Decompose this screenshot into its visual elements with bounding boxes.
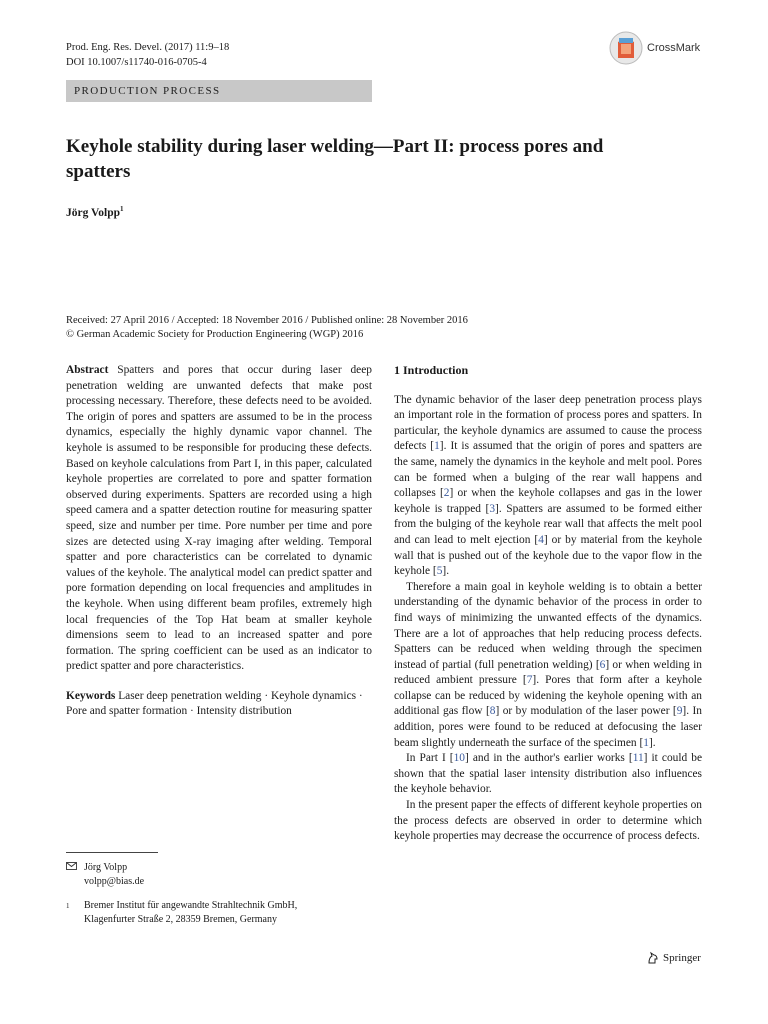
crossmark-icon [609,31,643,65]
text-run: ] or when welding in reduced ambient pressure [ [394,658,702,687]
intro-paragraph-3 [394,751,702,798]
abstract-paragraph [66,363,372,675]
publication-dates [66,314,468,342]
text-run: ]. [648,736,656,749]
author-line [66,205,124,219]
journal-info [66,40,229,70]
text-run: ] or by material from the keyhole wall that is pushed out of the keyhole due to the vapor flow in the keyhole [ [394,533,702,578]
crossmark-label: CrossMark [647,42,701,54]
author-name[interactable]: Jörg Volpp [66,206,121,219]
citation-link[interactable]: 7 [526,674,533,687]
text-run: ] and in the author's earlier works [ [464,752,633,765]
text-run: The dynamic behavior of the laser deep penetration process plays an important role in the formation of process pores and spatters. In particular, the keyhole dynamics are assumed to cause the process defects [ [394,393,702,453]
correspondence [66,861,144,889]
crossmark-badge[interactable] [609,31,700,65]
citation-link[interactable]: 5 [436,565,443,578]
text-run: In Part I [ [406,752,454,765]
affiliation-line-2: Klagenfurter Straße 2, 28359 Bremen, Germany [84,914,277,925]
abstract-text: Spatters and pores that occur during laser deep penetration welding are unwanted defects that make post processing necessary. Therefore, these defects need to be avoided. The origin of pores and spatters are assumed to be in the process dynamics, especially the highly dynamic vapor channel. The keyhole is assumed to be responsible for producing these defects. Based on keyhole calculations from Part I, in this paper, calculated keyhole properties are correlated to pore and spatter formation observed during experiments. Spatters are recorded using a high speed camera and a spatter detection routine for measuring spatter speed, size and number per time. Pore number per time and pore sizes are detected using X-ray imaging after welding. Temporal spatter and pore characteristics can be correlated to dynamic values of the keyhole. The analytical model can predict spatter and pore formation depending on local frequencies and amplitudes in the keyhole. When using different beam profiles, extremely high local frequencies of the Top Hat beam at smaller keyhole dimensions seem to lead to an increased spatter and pore formation. The spring coefficient can be used as an indicator to predict spatter and pore characteristics. [66,364,372,673]
citation-link[interactable]: 1 [434,440,440,453]
left-column [66,363,372,720]
citation-link[interactable]: 9 [676,705,683,718]
dates-line: Received: 27 April 2016 / Accepted: 18 November 2016 / Published online: 28 November 2016 [66,315,468,326]
citation-link[interactable]: 1 [643,736,649,749]
citation-link[interactable]: 2 [443,487,450,500]
citation-link[interactable]: 8 [489,705,496,718]
copyright-line: © German Academic Society for Production Engineering (WGP) 2016 [66,329,364,340]
citation-link[interactable]: 3 [489,502,496,515]
paper-title: Keyhole stability during laser welding—Part II: process pores and spatters [66,136,604,182]
springer-label: Springer [663,952,701,964]
footnote-divider [66,852,158,853]
springer-logo[interactable] [646,951,701,965]
abstract-label: Abstract [66,364,109,376]
intro-paragraph-4: In the present paper the effects of different keyhole properties on the process defects are observed in order to determine which keyhole properties may decrease the occurrence of process defects. [394,799,702,843]
affiliation-line-1: Bremer Institut für angewandte Strahltechnik GmbH, [84,900,298,911]
text-run: ]. Pores that form after a keyhole collapse can be reduced by widening the keyhole opening with an additional gas flow [ [394,674,702,718]
affiliation-number: 1 [66,902,70,910]
keywords-label: Keywords [66,689,116,702]
citation-link[interactable]: 10 [453,752,465,765]
corresponding-author: Jörg Volpp [84,862,128,873]
keywords-text: Laser deep penetration welding · Keyhole dynamics · Pore and spatter formation · Intensity distribution [66,689,363,718]
text-run: ]. [442,565,450,578]
text-run: Therefore a main goal in keyhole welding is to obtain a better understanding of the dynamic behavior of the process in order to find ways of minimizing the unwanted effects of the dynamics. There are a lot of approaches that help reducing process defects. Spatters can be reduced when welding through the specimen instead of partial (full penetration welding) [ [394,580,702,671]
text-run: ] it could be shown that the spatial laser intensity distribution also influences the keyhole behavior. [394,752,702,796]
citation-link[interactable]: 11 [632,752,644,765]
citation-link[interactable]: 6 [599,658,606,671]
section-heading: 1 Introduction [394,363,469,377]
affiliation [66,899,297,927]
text-run: ]. It is assumed that the origin of pores and spatters are the same, namely the dynamics in the keyhole and melt pool. Pores can be formed when a bulging of the rear wall happens and collapses [ [394,440,702,500]
section-label: PRODUCTION PROCESS [66,80,372,102]
intro-paragraph-1 [394,393,702,580]
text-run: ]. Spatters are assumed to be formed either from the bulging of the keyhole rear wall that affects the melt pool and can lead to melt ejection [ [394,502,702,546]
keywords-paragraph [66,689,372,720]
text-run: ]. In addition, pores were found to be reduced at defocusing the laser beam slightly underneath the surface of the specimen [ [394,705,702,749]
text-run: ] or by modulation of the laser power [ [495,705,677,718]
journal-citation: Prod. Eng. Res. Devel. (2017) 11:9–18 [66,42,230,53]
author-email[interactable]: volpp@bias.de [84,876,145,887]
right-column [394,363,702,845]
intro-paragraph-2 [394,580,702,752]
citation-link[interactable]: 4 [538,533,544,546]
springer-horse-icon [646,951,660,965]
envelope-icon [66,861,84,875]
author-affil-sup: 1 [120,205,124,213]
journal-doi[interactable]: DOI 10.1007/s11740-016-0705-4 [66,57,207,68]
text-run: ] or when the keyhole collapses and gas in the lower keyhole is trapped [ [394,487,702,515]
